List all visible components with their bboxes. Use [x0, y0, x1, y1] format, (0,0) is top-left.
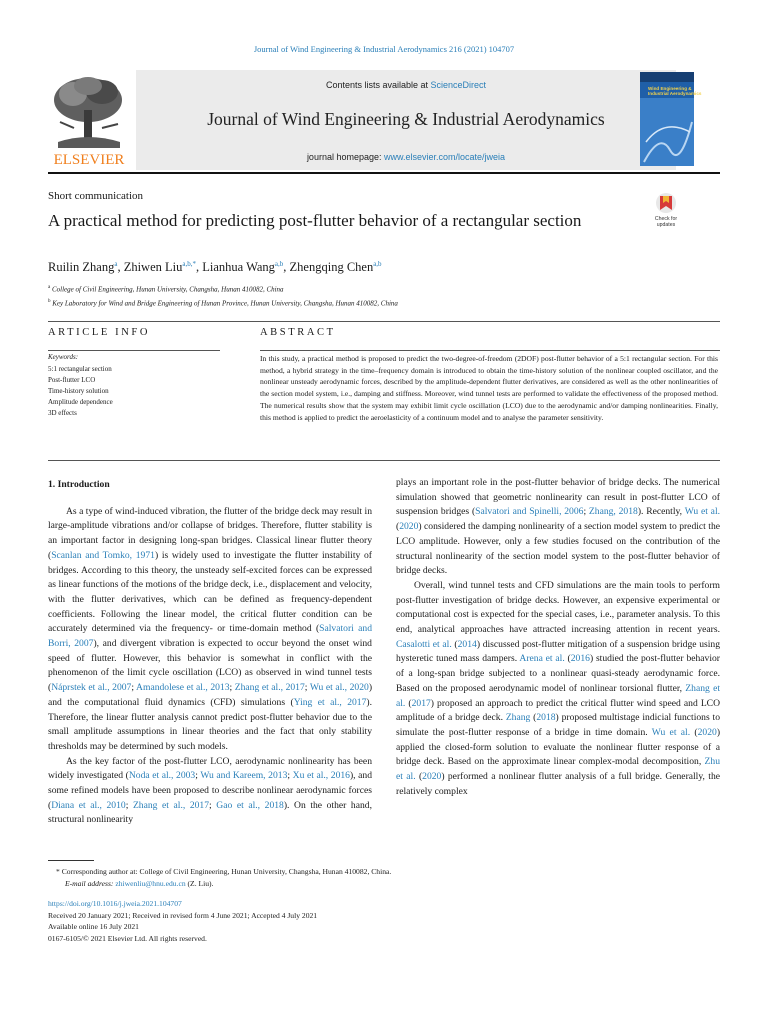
elsevier-tree-logo[interactable]	[48, 70, 130, 168]
keyword-item: Amplitude dependence	[48, 398, 113, 406]
body-right-column	[396, 476, 720, 799]
citation-link[interactable]: Wu et al., 2020	[309, 682, 369, 694]
body-text: ), and divergent vibration is expected to occur beyond the onset wind speed of flutter. However, this behavior is somewhat in conflict with the phenomenon of the limit cycle oscillation (LCO) as observed in wind tunnel tests (	[48, 638, 372, 694]
citation-link[interactable]: Noda et al., 2003	[128, 770, 196, 782]
homepage-line	[136, 152, 676, 162]
citation-link[interactable]: Náprstek et al., 2007	[51, 682, 132, 694]
email-suffix: (Z. Liu).	[187, 879, 214, 888]
abstract-bottom-divider	[48, 460, 720, 461]
author-name: Zhengqing Chen	[289, 260, 374, 275]
body-text: ). Therefore, the linear flutter analysis cannot predict post-flutter behavior due to the small amplitude assumptions in linear theories and the fact that only stability thresholds may be determined by such models.	[48, 696, 372, 752]
keyword-item: 5:1 rectangular section	[48, 365, 112, 373]
citation-link[interactable]: Gao et al., 2018	[216, 799, 284, 811]
body-text: (	[530, 712, 537, 724]
affiliation-marker: b	[48, 298, 51, 304]
copyright-line: 0167-6105/© 2021 Elsevier Ltd. All rights reserved.	[48, 933, 207, 943]
author-separator: ,	[117, 260, 124, 275]
body-text: ;	[229, 682, 235, 694]
citation-link[interactable]: Xu et al., 2016	[292, 770, 350, 782]
article-info-rule	[48, 350, 220, 351]
citation-link[interactable]: Salvatori and Spinelli, 2006	[475, 506, 584, 518]
author-affiliation-marker[interactable]: a,b	[274, 260, 284, 268]
contents-prefix: Contents lists available at	[325, 80, 431, 90]
body-text: ), and some refined models have been proposed to describe nonlinear aerodynamic forces (	[48, 770, 373, 811]
body-text: ;	[304, 682, 310, 694]
abstract-text: In this study, a practical method is proposed to predict the two-degree-of-freedom (2DOF) post-flutter behavior of a 5:1 rectangular section. For this method, a hybrid strategy in the time–frequency domain is introduced to obtain the time-history solution of the nonlinear coupled oscillator, and the nonlinear unsteady aerodynamic forces, described by the amplitude-dependent flutter derivatives, are considered as well as the other nonlinearities of the section model system, i.e., damping and stiffness. Moreover, wind tunnel tests are performed to validate the effectiveness of the proposed method. The numerical results show that the system may exhibit limit cycle oscillation (LCO) due to the aerodynamic and/or damping nonlinearities. Finally, this method is applied to predict the aeroelasticity of a continuum model and to analyse the parameter sensitivity.	[260, 354, 718, 422]
keyword-list	[48, 364, 113, 419]
citation-link[interactable]: Salvatori and Borri, 2007	[48, 623, 372, 650]
body-text: Overall, wind tunnel tests and CFD simulations are the main tools to perform post-flutter investigation of bridge decks. However, an expensive experimental or computational cost is expected for the special cases, i.e., parameter analysis. To this end, analytical approaches have attracted increasing attention in recent years.	[396, 579, 720, 636]
body-text: ) performed a nonlinear flutter analysis of a full bridge. Generally, the relatively complex	[396, 771, 720, 797]
masthead-banner	[136, 70, 676, 170]
keyword-item: Time-history solution	[48, 387, 109, 395]
check-updates-line-1: Check for	[654, 216, 678, 222]
author-affiliation-marker[interactable]: a,b,*	[182, 260, 196, 268]
journal-reference[interactable]: Journal of Wind Engineering & Industrial Aerodynamics 216 (2021) 104707	[253, 44, 515, 54]
tree-icon	[48, 70, 130, 148]
body-text: (	[564, 653, 571, 665]
author-name: Ruilin Zhang	[48, 260, 115, 275]
citation-link[interactable]: 2020	[399, 521, 419, 533]
keyword-item: 3D effects	[48, 409, 77, 417]
body-text: ;	[287, 770, 293, 782]
doi-link[interactable]: https://doi.org/10.1016/j.jweia.2021.104707	[48, 899, 182, 908]
body-text: ;	[131, 682, 137, 694]
footnote-rule	[48, 860, 94, 861]
journal-title: Journal of Wind Engineering & Industrial Aerodynamics	[207, 109, 605, 129]
body-paragraph	[396, 476, 720, 579]
citation-link[interactable]: Ying et al., 2017	[293, 696, 367, 708]
body-text: (	[415, 771, 423, 783]
body-text: (	[690, 726, 698, 738]
check-updates-line-2: updates	[656, 222, 676, 228]
body-text: ;	[209, 799, 217, 811]
article-info-heading: ARTICLE INFO	[48, 327, 151, 338]
citation-link[interactable]: Wu and Kareem, 2013	[200, 770, 288, 782]
body-text: ). On the other hand, structural nonlinearity	[48, 799, 372, 826]
citation-link[interactable]: Zhang et al., 2017	[234, 682, 305, 694]
body-paragraph	[48, 755, 372, 829]
abstract-heading: ABSTRACT	[260, 327, 336, 338]
cover-title-line-1: Wind Engineering &	[648, 86, 692, 91]
body-text: ) applied the closed-form solution to evaluate the nonlinear flutter response of a bridge deck. Based on the approximate linear complex-modal decomposition,	[396, 726, 721, 768]
citation-link[interactable]: Wu et al.	[684, 506, 721, 518]
received-dates: Received 20 January 2021; Received in revised form 4 June 2021; Accepted 4 July 2021	[48, 910, 318, 920]
body-text: ) is widely used to investigate the flutter instability of bridges. According to this theory, the unsteady self-excited forces can be expressed as linear functions of the motions of the bridge deck, i.e., displacement and velocity, with the flutter derivatives, which can be defined as frequency-dependent coefficients. Following the linear model, the critical flutter condition can be accurately determined via the frequency- or time-domain method (	[48, 549, 372, 635]
right-column-text	[396, 476, 720, 799]
email-label: E-mail address:	[65, 879, 114, 888]
corresponding-author-footnote	[56, 866, 391, 890]
sciencedirect-link[interactable]: ScienceDirect	[430, 80, 487, 90]
body-text: (	[396, 521, 400, 533]
citation-link[interactable]: Casalotti et al.	[396, 638, 452, 650]
left-column-text	[48, 505, 372, 828]
journal-cover-thumbnail[interactable]	[640, 72, 702, 166]
footnote-star: *	[56, 867, 60, 876]
check-for-updates-badge[interactable]	[646, 190, 686, 230]
author-affiliation-marker[interactable]: a	[114, 260, 118, 268]
body-text: (	[451, 638, 458, 650]
masthead-divider	[48, 172, 720, 174]
citation-link[interactable]: Zhang et al., 2017	[132, 799, 210, 811]
body-text: ). Recently,	[637, 506, 685, 518]
author-separator: ,	[283, 260, 290, 275]
body-text: ) proposed an approach to predict the critical flutter wind speed and LCO amplitude of a bridge deck.	[396, 697, 721, 724]
citation-link[interactable]: 2020	[697, 726, 717, 738]
homepage-prefix: journal homepage:	[306, 152, 384, 162]
body-text: plays an important role in the post-flutter behavior of bridge decks. The numerical simulation showed that geometric nonlinearity can result in post-flutter LCO of suspension bridges (	[396, 477, 720, 518]
author-name: Lianhua Wang	[202, 260, 275, 275]
publication-info	[48, 898, 317, 944]
citation-link[interactable]: Zhu et al.	[396, 756, 720, 783]
body-text: ) studied the post-flutter behavior of a long-span bridge subjected to a nonlinear quasi-steady aerodynamic force. Based on the proposed aerodynamic model of nonlinear torsional flutter,	[396, 653, 721, 694]
journal-homepage-link[interactable]: www.elsevier.com/locate/jweia	[384, 152, 506, 162]
body-text: ) and the computational fluid dynamics (CFD) simulations (	[48, 682, 373, 708]
citation-link[interactable]: Zhang, 2018	[588, 506, 638, 518]
article-type: Short communication	[48, 190, 144, 202]
citation-link[interactable]: Amandolese et al., 2013	[136, 682, 230, 694]
body-text: ;	[195, 770, 201, 782]
body-text: As a type of wind-induced vibration, the flutter of the bridge deck may result in large-amplitude vibrations and/or collapse of bridges. Therefore, flutter stability is an important factor in designing long-span bridges. Classical linear flutter theory (	[48, 505, 372, 561]
keyword-item: Post-flutter LCO	[48, 376, 96, 384]
introduction-heading: 1. Introduction	[48, 479, 110, 490]
citation-link[interactable]: Zhang	[505, 712, 531, 724]
abstract-rule	[260, 350, 720, 351]
affiliation-text: College of Civil Engineering, Hunan University, Changsha, Hunan 410082, China	[51, 285, 284, 294]
corresponding-author-text: Corresponding author at: College of Civil Engineering, Hunan University, Changsha, Hunan 410082, China.	[61, 867, 392, 876]
citation-link[interactable]: 2016	[570, 653, 590, 665]
affiliation-marker: a	[48, 285, 51, 290]
masthead	[48, 70, 720, 170]
keywords-label: Keywords:	[48, 353, 79, 361]
body-text: ;	[125, 799, 133, 811]
citation-link[interactable]: 2018	[536, 712, 556, 724]
body-text: (	[405, 697, 412, 709]
body-text: ;	[583, 506, 589, 518]
citation-link[interactable]: 2020	[422, 771, 442, 783]
publisher-name: ELSEVIER	[53, 152, 125, 168]
header-divider	[48, 321, 720, 322]
body-text: ) proposed multistage indicial functions to simulate the post-flutter response of a bridge in time domain.	[396, 712, 720, 738]
author-separator: ,	[195, 260, 203, 275]
affiliation-text: Key Laboratory for Wind and Bridge Engineering of Hunan Province, Hunan University, Changsha, Hunan 410082, China	[52, 299, 398, 308]
citation-link[interactable]: Zhang et al.	[396, 682, 720, 709]
body-paragraph	[48, 505, 372, 755]
citation-link[interactable]: 2014	[457, 638, 477, 650]
author-affiliation-marker[interactable]: a,b	[373, 260, 382, 268]
author-email-link[interactable]: zhiwenliu@hnu.edu.cn	[115, 879, 186, 888]
available-online: Available online 16 July 2021	[48, 922, 139, 931]
citation-link[interactable]: Wu et al.	[651, 726, 691, 738]
affiliation	[48, 296, 398, 310]
author-list	[48, 260, 382, 275]
body-text: ) discussed post-flutter mitigation of a suspension bridge using hysteretic tuned mass dampers.	[396, 638, 720, 665]
citation-link[interactable]: Scanlan and Tomko, 1971	[51, 549, 155, 561]
contents-line	[136, 80, 676, 90]
citation-link[interactable]: Diana et al., 2010	[51, 799, 126, 811]
article-title: A practical method for predicting post-flutter behavior of a rectangular section	[48, 211, 582, 230]
cover-title-line-2: Industrial Aerodynamics	[648, 91, 702, 96]
bookmark-icon	[656, 193, 676, 213]
body-text: ) considered the damping nonlinearity of a section model system to predict the LCO amplitude. However, only a few studies focused on the contribution of the structural nonlinearity of the section model system to the post-flutter behavior of bridge decks.	[396, 521, 720, 577]
body-text: As the key factor of the post-flutter LCO, aerodynamic nonlinearity has been widely investigated (	[48, 755, 372, 782]
body-left-column	[48, 478, 372, 828]
body-paragraph	[396, 579, 720, 800]
citation-link[interactable]: Arena et al.	[519, 653, 565, 665]
author-name: Zhiwen Liu	[123, 260, 183, 275]
citation-link[interactable]: 2017	[411, 697, 431, 709]
affiliation-list	[48, 282, 398, 310]
affiliation	[48, 282, 398, 296]
